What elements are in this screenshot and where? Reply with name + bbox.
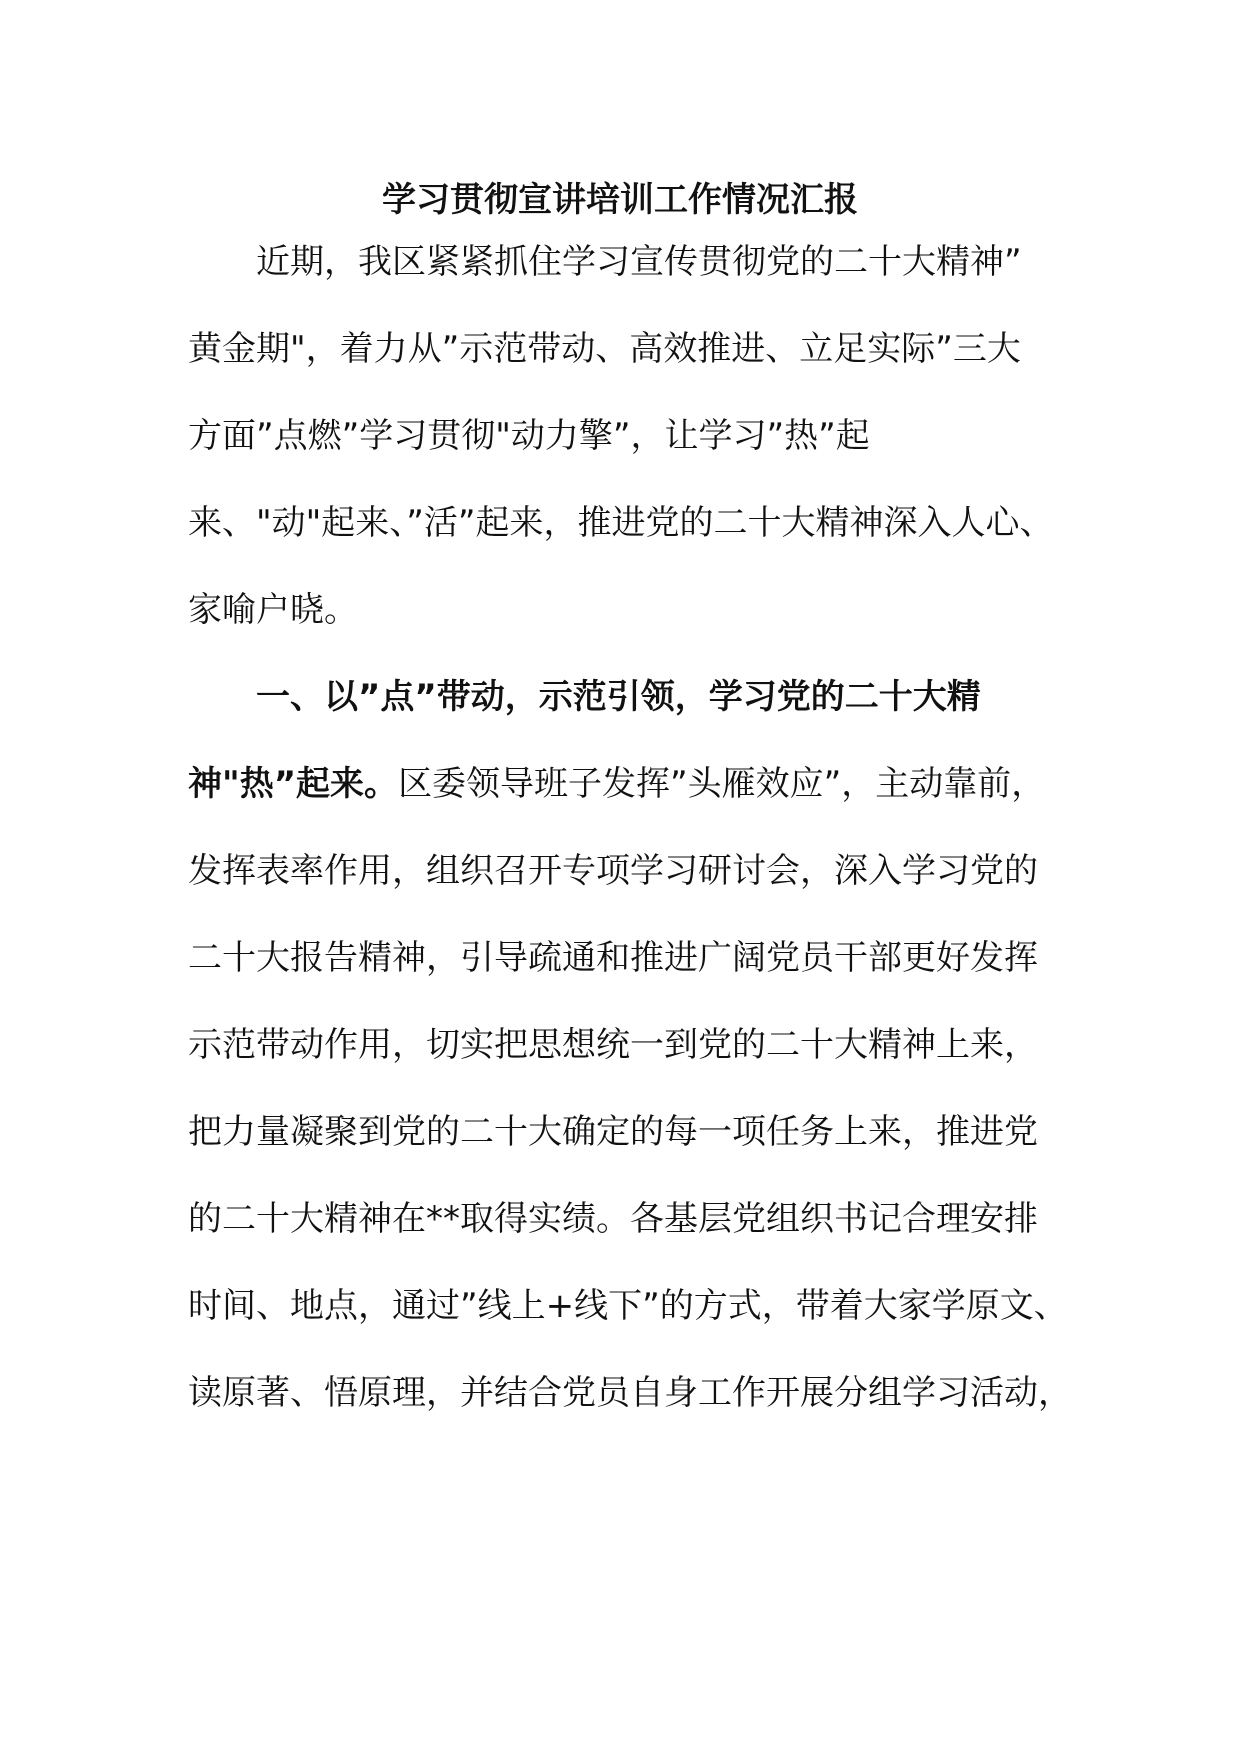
section-heading-continuation bbox=[188, 760, 1045, 808]
intro-line: 来、"动"起来、”活”起来，推进党的二十大精神深入人心、 bbox=[188, 503, 1054, 543]
intro-line: 近期，我区紧紧抓住学习宣传贯彻党的二十大精神” bbox=[256, 242, 1022, 282]
body-line: 把力量凝聚到党的二十大确定的每一项任务上来，推进党 bbox=[188, 1112, 1038, 1152]
body-line: 的二十大精神在**取得实绩。各基层党组织书记合理安排 bbox=[188, 1199, 1038, 1239]
section-heading: 一、以”点”带动，示范引领，学习党的二十大精 bbox=[256, 677, 981, 717]
intro-line: 黄金期"，着力从”示范带动、高效推进、立足实际”三大 bbox=[188, 329, 1021, 369]
intro-line: 家喻户晓。 bbox=[188, 590, 358, 630]
body-line: 示范带动作用，切实把思想统一到党的二十大精神上来， bbox=[188, 1025, 1038, 1065]
body-line: 二十大报告精神，引导疏通和推进广阔党员干部更好发挥 bbox=[188, 938, 1038, 978]
body-text: 区委领导班子发挥”头雁效应”，主动靠前， bbox=[398, 764, 1046, 804]
section-heading-end: 神"热”起来。 bbox=[188, 764, 399, 804]
intro-line: 方面”点燃”学习贯彻"动力擎”，让学习”热”起 bbox=[188, 416, 870, 456]
body-line: 时间、地点，通过”线上+线下”的方式，带着大家学原文、 bbox=[188, 1286, 1068, 1326]
body-line: 发挥表率作用，组织召开专项学习研讨会，深入学习党的 bbox=[188, 851, 1038, 891]
document-title: 学习贯彻宣讲培训工作情况汇报 bbox=[382, 180, 858, 220]
body-line: 读原著、悟原理，并结合党员自身工作开展分组学习活动， bbox=[188, 1373, 1072, 1413]
